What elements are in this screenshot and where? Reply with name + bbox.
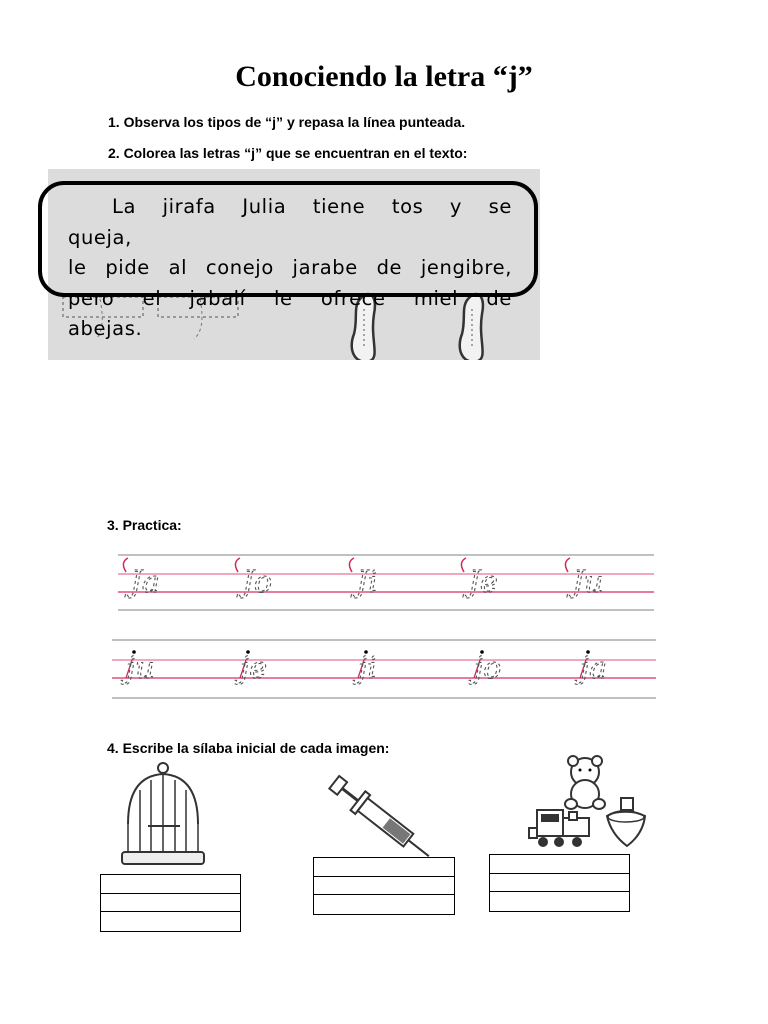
syllable-ja-lower: ja bbox=[580, 651, 608, 686]
practice-syllables bbox=[108, 548, 658, 708]
birdcage-icon bbox=[118, 762, 208, 870]
syllable-ju-lower: ju bbox=[126, 651, 155, 686]
syllable-jo-upper: Jo bbox=[242, 565, 273, 600]
syllable-je-lower: je bbox=[240, 651, 268, 686]
answer-line bbox=[314, 858, 454, 877]
reading-line-5: abejas. bbox=[68, 317, 143, 340]
practice-row-1 bbox=[123, 558, 603, 600]
syllable-ju-upper: Ju bbox=[572, 565, 604, 600]
teddy-bear-icon bbox=[565, 756, 605, 809]
syllable-ja-upper: Ja bbox=[130, 565, 160, 600]
practice-row-2 bbox=[120, 650, 607, 686]
instruction-3: 3. Practica: bbox=[107, 517, 182, 533]
reading-line-3: le pide al conejo jarabe de jengibre, bbox=[68, 256, 512, 279]
reading-text bbox=[68, 192, 512, 345]
answer-box-1[interactable] bbox=[100, 874, 241, 932]
syllable-ji-lower: ji bbox=[358, 651, 377, 686]
syllable-jo-lower: jo bbox=[474, 651, 502, 686]
spinning-top-icon bbox=[607, 798, 645, 846]
syllable-je-upper: Je bbox=[468, 565, 498, 600]
page-title: Conociendo la letra “j” bbox=[235, 60, 533, 93]
reading-line-1: La jirafa Julia tiene tos y se bbox=[112, 195, 512, 218]
syringe-icon bbox=[322, 772, 438, 864]
instruction-4: 4. Escribe la sílaba inicial de cada imagen: bbox=[107, 740, 390, 756]
toys-icon bbox=[527, 754, 655, 852]
syllable-ji-upper: Ji bbox=[356, 565, 378, 600]
answer-line bbox=[490, 855, 629, 874]
answer-line bbox=[490, 892, 629, 911]
answer-box-2[interactable] bbox=[313, 857, 455, 915]
answer-line bbox=[490, 874, 629, 893]
answer-line bbox=[101, 912, 240, 931]
toy-train-icon bbox=[529, 810, 589, 847]
answer-line bbox=[101, 894, 240, 913]
instruction-2: 2. Colorea las letras “j” que se encuentran en el texto: bbox=[108, 145, 468, 161]
reading-line-2: queja, bbox=[68, 225, 132, 249]
answer-line bbox=[101, 875, 240, 894]
instruction-1: 1. Observa los tipos de “j” y repasa la línea punteada. bbox=[108, 114, 466, 130]
answer-line bbox=[314, 895, 454, 914]
reading-line-4: pero el jabalí le ofrece miel de bbox=[68, 286, 512, 310]
answer-line bbox=[314, 877, 454, 896]
answer-box-3[interactable] bbox=[489, 854, 630, 912]
